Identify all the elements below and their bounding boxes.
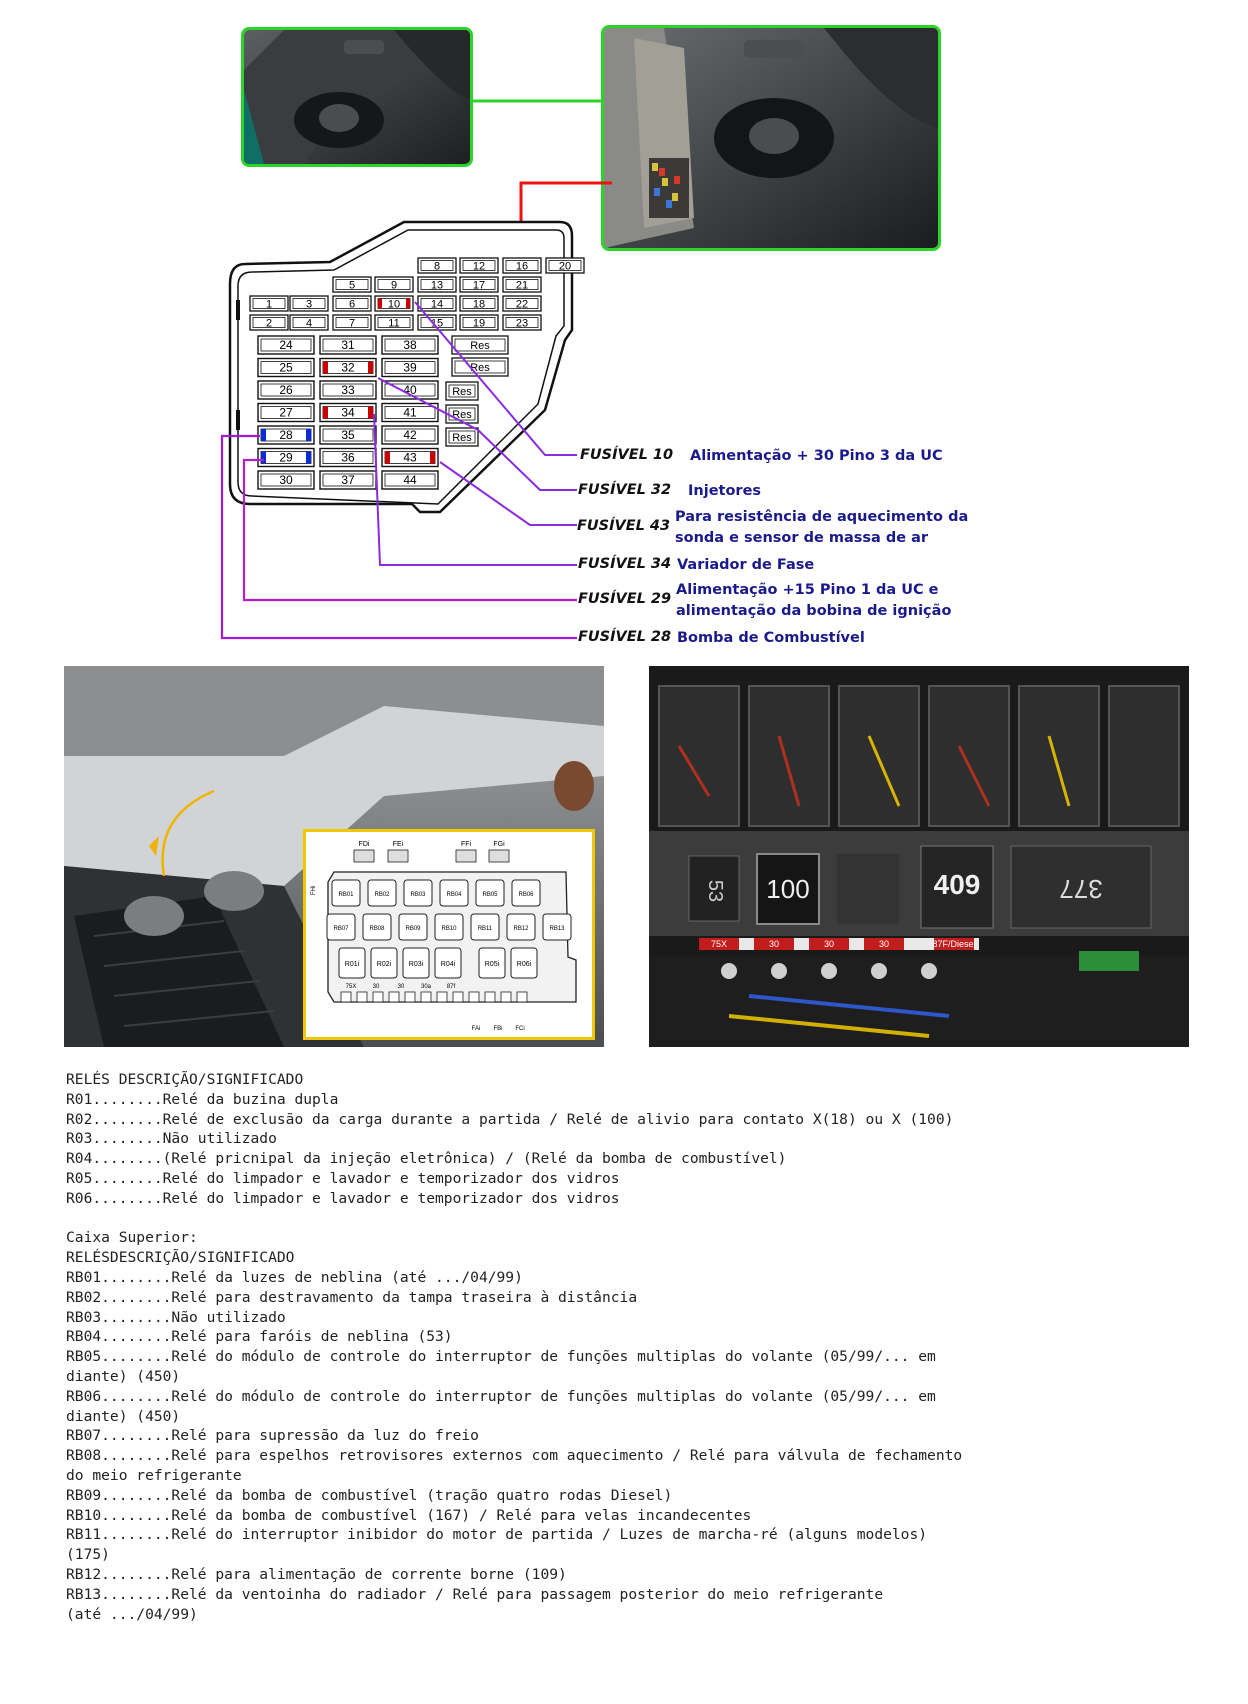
svg-text:43: 43: [403, 450, 417, 465]
fuse-12: [460, 258, 498, 273]
relay-r01i: [339, 948, 365, 978]
description-line: RB03........Não utilizado: [66, 1308, 286, 1326]
relay-bottom-label: [447, 984, 456, 990]
svg-text:25: 25: [279, 360, 293, 375]
res-fuse: [446, 382, 478, 400]
relay-409: 409: [933, 869, 981, 900]
svg-text:29: 29: [279, 450, 293, 465]
relay-bottom-label: [373, 984, 380, 990]
fuse-22: [503, 296, 541, 311]
svg-text:75X: 75X: [345, 984, 357, 990]
svg-text:16: 16: [515, 260, 529, 273]
svg-text:FFi: FFi: [460, 841, 472, 848]
svg-text:2: 2: [265, 317, 273, 330]
fuse-27: [258, 404, 314, 422]
fuse-2: [250, 315, 288, 330]
fuse-10: [375, 296, 413, 311]
svg-text:40: 40: [403, 383, 417, 397]
svg-text:22: 22: [515, 298, 529, 311]
fuse-43-desc-line1: Para resistência de aquecimento da: [675, 509, 969, 525]
description-line: diante) (450): [66, 1407, 181, 1425]
fuse-9: [375, 277, 413, 292]
res-fuse: [446, 405, 478, 423]
svg-text:3: 3: [305, 298, 313, 311]
relay-r04i: [435, 948, 461, 978]
fuse-39: [382, 359, 438, 377]
svg-text:FDi: FDi: [358, 841, 370, 848]
svg-text:RB08: RB08: [369, 926, 385, 932]
fuse-7: [333, 315, 371, 330]
svg-text:FAi: FAi: [471, 1026, 481, 1032]
svg-text:RB10: RB10: [441, 926, 457, 932]
description-line: diante) (450): [66, 1367, 181, 1385]
relay-bottom-right-label: [472, 1026, 481, 1032]
fuse-26: [258, 381, 314, 399]
description-line: R04........(Relé pricnipal da injeção eletrônica) / (Relé da bomba de combustível): [66, 1150, 787, 1168]
svg-text:11: 11: [388, 317, 400, 330]
relay-53: 53: [704, 879, 726, 903]
relay-rb04: [440, 880, 468, 906]
strip-label: [809, 938, 849, 950]
svg-text:24: 24: [279, 338, 293, 352]
svg-text:30: 30: [823, 939, 835, 949]
svg-text:R04i: R04i: [440, 961, 456, 968]
svg-text:RB03: RB03: [410, 892, 426, 898]
fuse-32-desc: Injetores: [688, 483, 762, 499]
svg-text:23: 23: [515, 317, 529, 330]
svg-text:31: 31: [341, 338, 355, 352]
fuse-5: [333, 277, 371, 292]
svg-text:FEi: FEi: [392, 841, 404, 848]
fuse-8: [418, 258, 456, 273]
relay-100: 100: [766, 874, 810, 904]
svg-text:Res: Res: [452, 386, 472, 398]
svg-text:34: 34: [341, 405, 355, 420]
svg-text:R06i: R06i: [516, 961, 532, 968]
fuse-28-label: FUSÍVEL 28: [578, 629, 672, 645]
description-line: R01........Relé da buzina dupla: [66, 1090, 339, 1108]
fuse-43-desc-line2: sonda e sensor de massa de ar: [675, 530, 929, 546]
relay-description-text: [66, 1070, 1196, 1624]
svg-text:Res: Res: [452, 409, 472, 421]
svg-text:9: 9: [390, 279, 398, 292]
svg-text:30: 30: [768, 939, 780, 949]
fuse-10-desc: Alimentação + 30 Pino 3 da UC: [690, 448, 943, 464]
fuse-23: [503, 315, 541, 330]
svg-text:30: 30: [372, 984, 380, 990]
svg-text:17: 17: [472, 279, 486, 292]
svg-text:RB02: RB02: [374, 892, 390, 898]
svg-text:36: 36: [341, 450, 355, 465]
fuse-20: [546, 258, 584, 273]
fuse-34-label: FUSÍVEL 34: [578, 556, 672, 572]
description-line: R05........Relé do limpador e lavador e temporizador dos vidros: [66, 1169, 620, 1187]
svg-text:19: 19: [472, 317, 486, 330]
svg-text:R01i: R01i: [344, 961, 360, 968]
relay-top-label: [388, 841, 408, 862]
relay-bottom-label: [421, 984, 432, 990]
svg-text:30: 30: [397, 984, 405, 990]
fuse-28-desc: Bomba de Combustível: [677, 630, 865, 646]
description-line: do meio refrigerante: [66, 1466, 242, 1484]
fuse-1: [250, 296, 288, 311]
fuse-14: [418, 296, 456, 311]
svg-text:27: 27: [279, 405, 293, 420]
relay-377: 377: [1059, 874, 1103, 904]
relay-rb09: [399, 914, 427, 940]
fuse-30: [258, 471, 314, 489]
relay-rb06: [512, 880, 540, 906]
svg-text:32: 32: [341, 360, 355, 375]
fuse-35: [320, 426, 376, 444]
fuse-24: [258, 336, 314, 354]
relay-rb10: [435, 914, 463, 940]
svg-text:38: 38: [403, 338, 417, 352]
fuse-19: [460, 315, 498, 330]
svg-text:R05i: R05i: [484, 961, 500, 968]
fuse-29-label: FUSÍVEL 29: [578, 591, 672, 607]
res-fuse: [452, 336, 508, 354]
svg-text:12: 12: [472, 260, 486, 273]
description-line: R02........Relé de exclusão da carga durante a partida / Relé de alivio para contato X(18) ou X (100): [66, 1110, 954, 1128]
svg-text:RB04: RB04: [446, 892, 462, 898]
description-line: RB05........Relé do módulo de controle do interruptor de funções multiplas do volante (05/99/... em: [66, 1348, 936, 1366]
svg-text:7: 7: [348, 317, 356, 330]
svg-text:42: 42: [403, 428, 417, 442]
relay-rb08: [363, 914, 391, 940]
description-line: RB09........Relé da bomba de combustível (tração quatro rodas Diesel): [66, 1486, 673, 1504]
svg-text:87f: 87f: [446, 984, 456, 990]
svg-text:4: 4: [305, 317, 313, 330]
relay-top-label: [489, 841, 509, 862]
svg-text:RB05: RB05: [482, 892, 498, 898]
svg-text:13: 13: [430, 279, 444, 292]
fuse-42: [382, 426, 438, 444]
svg-text:15: 15: [430, 317, 444, 330]
description-line: (175): [66, 1546, 110, 1564]
description-line: RB13........Relé da ventoinha do radiador / Relé para passagem posterior do meio refrigerante: [66, 1585, 884, 1603]
fuse-32: [320, 359, 376, 377]
relay-rb05: [476, 880, 504, 906]
svg-text:FCi: FCi: [515, 1026, 525, 1032]
relay-bottom-label: [398, 984, 405, 990]
res-fuse: [452, 358, 508, 376]
svg-text:87F/Diesel: 87F/Diesel: [932, 939, 976, 949]
svg-text:10: 10: [387, 298, 401, 311]
relay-bottom-right-label: [494, 1026, 503, 1032]
svg-text:RB06: RB06: [518, 892, 534, 898]
svg-text:39: 39: [403, 360, 417, 375]
description-line: RB04........Relé para faróis de neblina (53): [66, 1328, 453, 1346]
svg-text:5: 5: [348, 279, 356, 292]
fuse-36: [320, 449, 376, 467]
description-line: RB10........Relé da bomba de combustível (167) / Relé para velas incandecentes: [66, 1506, 752, 1524]
relay-bottom-label: [346, 984, 357, 990]
description-line: RELÉSDESCRIÇÃO/SIGNIFICADO: [66, 1249, 295, 1267]
svg-text:18: 18: [472, 298, 486, 311]
svg-text:30: 30: [279, 473, 293, 487]
svg-text:RB12: RB12: [513, 926, 529, 932]
relay-side-label: FHi: [311, 885, 317, 895]
fuse-28: [258, 426, 314, 444]
relay-rb07: [327, 914, 355, 940]
description-line: Caixa Superior:: [66, 1229, 198, 1247]
svg-text:Res: Res: [452, 432, 472, 444]
svg-text:FBi: FBi: [493, 1026, 503, 1032]
fuse-29-desc-line1: Alimentação +15 Pino 1 da UC e: [676, 582, 939, 598]
svg-text:30a: 30a: [420, 984, 432, 990]
svg-text:Res: Res: [470, 340, 490, 352]
fuse-44: [382, 471, 438, 489]
fuse-16: [503, 258, 541, 273]
strip-label: [864, 938, 904, 950]
svg-text:33: 33: [341, 383, 355, 397]
svg-text:44: 44: [403, 473, 417, 487]
svg-text:37: 37: [341, 473, 355, 487]
svg-text:28: 28: [279, 428, 293, 442]
svg-text:30: 30: [878, 939, 890, 949]
description-line: (até .../04/99): [66, 1605, 198, 1623]
relay-rb11: [471, 914, 499, 940]
relay-box-photo: [649, 666, 1189, 1047]
description-line: RB08........Relé para espelhos retrovisores externos com aquecimento / Relé para válvula de fechamento: [66, 1447, 963, 1465]
description-line: RB02........Relé para destravamento da tampa traseira à distância: [66, 1288, 638, 1306]
relay-top-label: [456, 841, 476, 862]
relay-rb13: [543, 914, 571, 940]
svg-text:6: 6: [348, 298, 356, 311]
fuse-29: [258, 449, 314, 467]
relay-bottom-right-label: [515, 1026, 524, 1032]
relay-r05i: [479, 948, 505, 978]
fuse-25: [258, 359, 314, 377]
relay-rb12: [507, 914, 535, 940]
description-line: R03........Não utilizado: [66, 1130, 277, 1148]
fuse-3: [290, 296, 328, 311]
svg-text:RB13: RB13: [549, 926, 565, 932]
fuse-29-desc-line2: alimentação da bobina de ignição: [676, 603, 952, 619]
relay-r06i: [511, 948, 537, 978]
fuse-10-label: FUSÍVEL 10: [580, 447, 674, 463]
res-fuse: [446, 428, 478, 446]
svg-text:35: 35: [341, 428, 355, 442]
svg-text:1: 1: [265, 298, 273, 311]
description-line: RELÉS DESCRIÇÃO/SIGNIFICADO: [66, 1071, 304, 1088]
fuse-38: [382, 336, 438, 354]
relay-rb01: [332, 880, 360, 906]
svg-text:75X: 75X: [710, 939, 728, 949]
fuse-37: [320, 471, 376, 489]
fuse-43-label: FUSÍVEL 43: [577, 518, 671, 534]
relay-top-label: [354, 841, 374, 862]
relay-r03i: [403, 948, 429, 978]
svg-text:26: 26: [279, 383, 293, 397]
strip-label: [754, 938, 794, 950]
svg-text:RB11: RB11: [477, 926, 493, 932]
svg-text:14: 14: [430, 298, 444, 311]
svg-text:RB07: RB07: [333, 926, 349, 932]
fuse-21: [503, 277, 541, 292]
svg-text:R03i: R03i: [408, 961, 424, 968]
description-line: RB07........Relé para supressão da luz do freio: [66, 1427, 479, 1445]
description-line: [66, 1209, 1196, 1229]
description-line: R06........Relé do limpador e lavador e temporizador dos vidros: [66, 1189, 620, 1207]
strip-label: [932, 938, 975, 950]
svg-text:RB01: RB01: [338, 892, 354, 898]
svg-text:RB09: RB09: [405, 926, 421, 932]
fuse-34-desc: Variador de Fase: [677, 557, 815, 573]
relay-rb03: [404, 880, 432, 906]
fuse-33: [320, 381, 376, 399]
strip-label: [699, 938, 739, 950]
fuse-11: [375, 315, 413, 330]
fuse-17: [460, 277, 498, 292]
description-line: RB06........Relé do módulo de controle do interruptor de funções multiplas do volante (05/99/... em: [66, 1387, 936, 1405]
relay-rb02: [368, 880, 396, 906]
relay-r02i: [371, 948, 397, 978]
fuse-43: [382, 449, 438, 467]
description-line: RB01........Relé da luzes de neblina (até .../04/99): [66, 1268, 523, 1286]
svg-text:41: 41: [403, 405, 417, 420]
fuse-34: [320, 404, 376, 422]
svg-text:20: 20: [558, 260, 572, 273]
fuse-41: [382, 404, 438, 422]
fuse-32-label: FUSÍVEL 32: [578, 482, 672, 498]
relay-diagram-inset: [303, 829, 595, 1040]
description-line: RB11........Relé do interruptor inibidor do motor de partida / Luzes de marcha-ré (alguns modelos): [66, 1526, 928, 1544]
svg-text:FGi: FGi: [493, 841, 505, 848]
svg-text:8: 8: [433, 260, 441, 273]
svg-text:Res: Res: [470, 362, 490, 374]
fuse-6: [333, 296, 371, 311]
fuse-18: [460, 296, 498, 311]
fuse-4: [290, 315, 328, 330]
svg-text:R02i: R02i: [376, 961, 392, 968]
svg-text:21: 21: [515, 279, 529, 292]
fuse-31: [320, 336, 376, 354]
fuse-13: [418, 277, 456, 292]
description-line: RB12........Relé para alimentação de corrente borne (109): [66, 1565, 567, 1583]
